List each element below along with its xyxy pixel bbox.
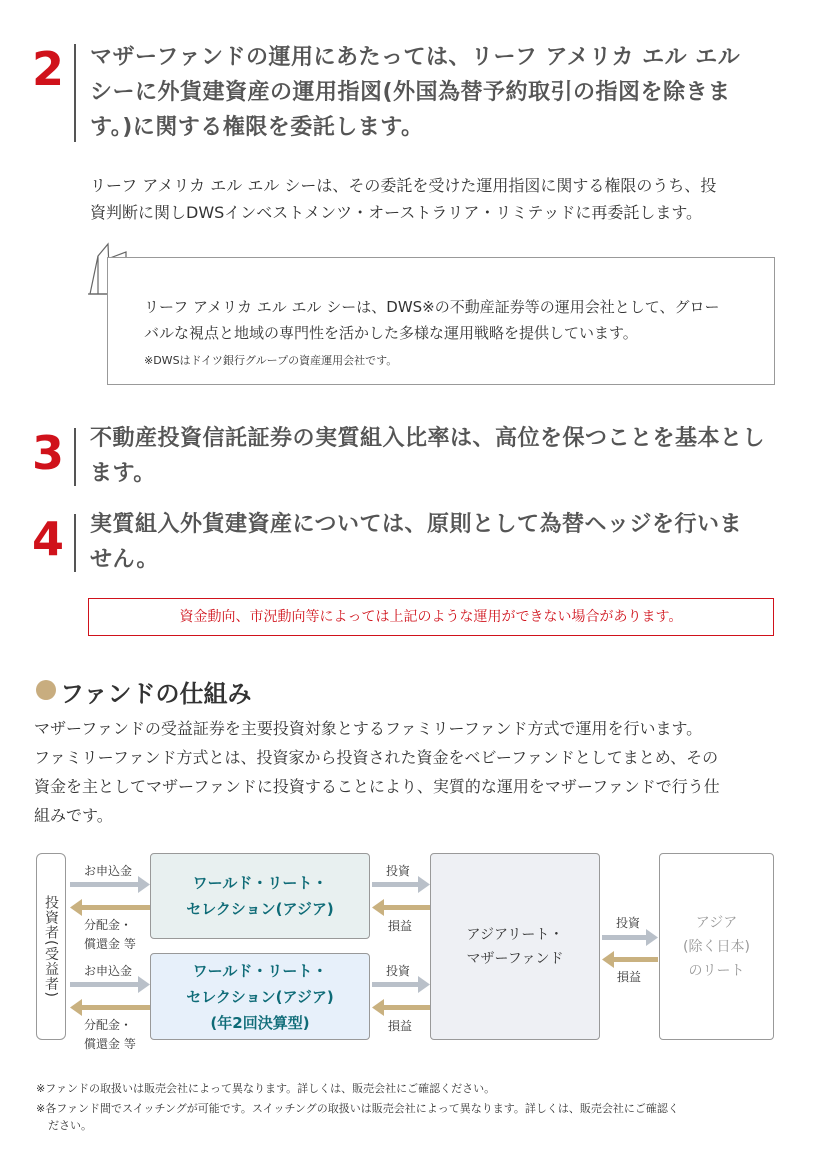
heading-line: 不動産投資信託証券の実質組入比率は、高位を保つことを基本とし <box>90 426 766 451</box>
fund2-line: ワールド・リート・ <box>192 961 328 980</box>
footnotes <box>36 1080 816 1134</box>
section-number-2: 2 <box>32 42 65 96</box>
arrow-right-icon <box>70 876 658 993</box>
invest-label: 投資 <box>386 964 411 978</box>
mother-line: アジアリート・ <box>466 926 564 943</box>
target-line: のリート <box>688 962 745 979</box>
section-number-4: 4 <box>32 512 65 566</box>
body-line: ファミリーファンド方式とは、投資家から投資された資金をベビーファンドとしてまとめ、その <box>34 748 719 767</box>
target-line: (除く日本) <box>683 938 750 955</box>
invest-label: 投資 <box>386 864 411 878</box>
pnl-label: 損益 <box>617 970 642 984</box>
heading-line: マザーファンドの運用にあたっては、リーフ アメリカ エル エル <box>90 45 741 70</box>
heading-line: ます。 <box>90 461 156 486</box>
dividend-line: 償還金 等 <box>84 937 136 951</box>
body-line: マザーファンドの受益証券を主要投資対象とするファミリーファンド方式で運用を行います。 <box>34 719 703 738</box>
dividend-label <box>84 1016 136 1054</box>
section-title: ファンドの仕組み <box>60 680 252 708</box>
info-line: バルな視点と地域の専門性を活かした多様な運用戦略を提供しています。 <box>144 324 638 342</box>
body-line: 資判断に関しDWSインベストメンツ・オーストラリア・リミテッドに再委託します。 <box>90 203 703 222</box>
pnl-label: 損益 <box>388 1019 413 1033</box>
dividend-line: 償還金 等 <box>84 1037 136 1051</box>
footnote: ※各ファンド間でスイッチングが可能です。スイッチングの取扱いは販売会社によって異なります。詳しくは、販売会社にご確認く <box>36 1102 679 1115</box>
dividend-label <box>84 916 136 954</box>
target-line: アジア <box>695 914 738 931</box>
heading-line: せん。 <box>90 547 159 572</box>
dividend-line: 分配金・ <box>84 1018 133 1032</box>
fund1-line: ワールド・リート・ <box>192 874 328 892</box>
fund1-line: セレクション(アジア) <box>186 900 334 918</box>
heading-line: シーに外貨建資産の運用指図(外国為替予約取引の指図を除きま <box>90 80 731 105</box>
mother-line: マザーファンド <box>466 950 564 967</box>
body-line: 組みです。 <box>34 806 113 825</box>
fund2-line: セレクション(アジア) <box>186 987 334 1006</box>
dividend-line: 分配金・ <box>84 918 133 932</box>
footnote: ださい。 <box>48 1119 92 1132</box>
body-line: リーフ アメリカ エル エル シーは、その委託を受けた運用指図に関する権限のうち、投 <box>90 176 717 195</box>
info-note: ※DWSはドイツ銀行グループの資産運用会社です。 <box>144 354 398 367</box>
warning-box: 資金動向、市況動向等によっては上記のような運用ができない場合があります。 <box>88 598 774 636</box>
arrow-left-icon <box>70 899 658 1016</box>
pnl-label: 損益 <box>388 919 413 933</box>
apply-label: お申込金 <box>84 864 133 878</box>
apply-label: お申込金 <box>84 964 133 978</box>
body-line: 資金を主としてマザーファンドに投資することにより、実質的な運用をマザーファンドで行う仕 <box>34 777 720 796</box>
section-number-3: 3 <box>32 426 65 480</box>
fund2-line: (年2回決算型) <box>210 1013 310 1032</box>
invest-label: 投資 <box>616 916 641 930</box>
heading-line: す。)に関する権限を委託します。 <box>90 115 424 140</box>
info-line: リーフ アメリカ エル エル シーは、DWS※の不動産証券等の運用会社として、グロー <box>144 298 720 316</box>
heading-line: 実質組入外貨建資産については、原則として為替ヘッジを行いま <box>90 512 743 537</box>
investor-label: 投資者(受益者) <box>43 895 59 998</box>
footnote: ※ファンドの取扱いは販売会社によって異なります。詳しくは、販売会社にご確認ください。 <box>36 1082 496 1095</box>
